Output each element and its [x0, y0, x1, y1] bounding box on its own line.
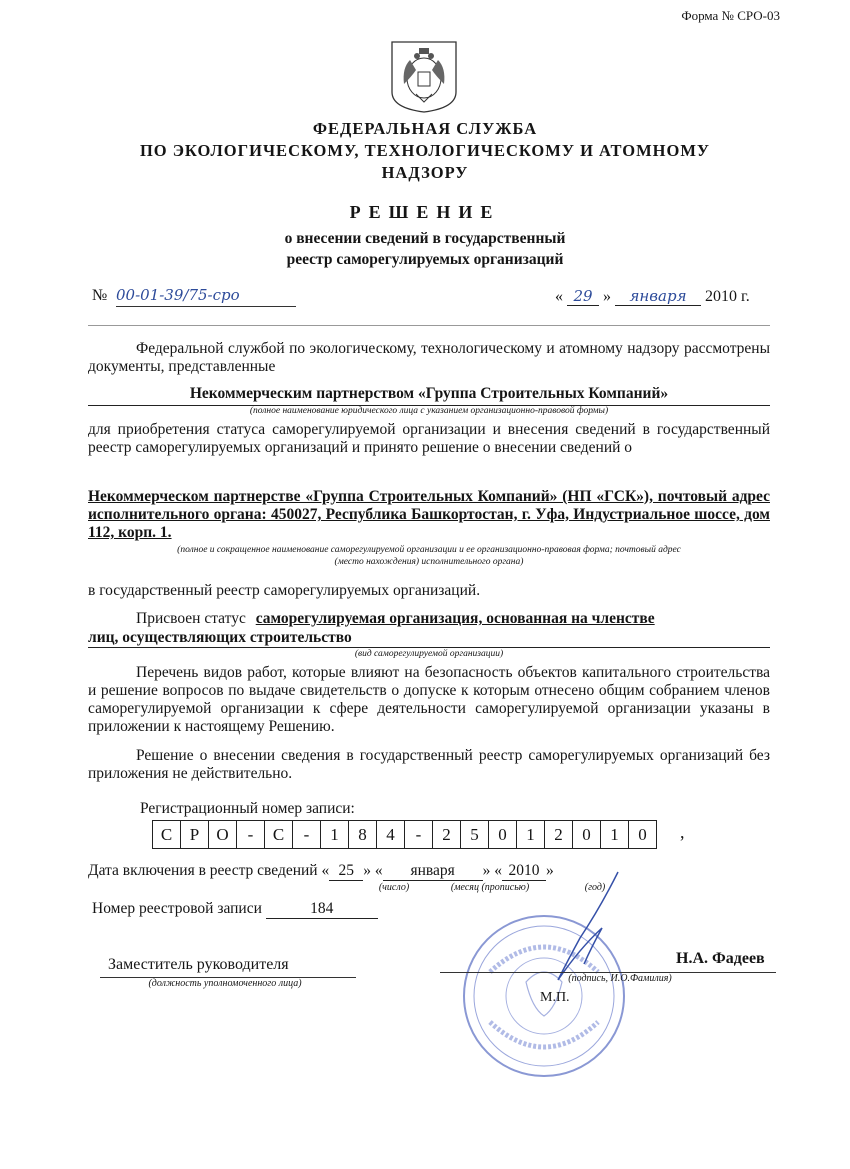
- reg-number-cell: -: [237, 821, 265, 848]
- registry-paragraph: в государственный реестр саморегулируемых организаций.: [88, 582, 481, 599]
- organization-caption-2: (место нахождения) исполнительного органа): [334, 557, 524, 567]
- reg-number-cell: 1: [517, 821, 545, 848]
- reg-number-label: Регистрационный номер записи:: [140, 800, 355, 817]
- intro-paragraph: Федеральной службой по экологическому, технологическому и атомному надзору рассмотрены документы, представленные: [88, 340, 770, 375]
- signer-position-caption: (должность уполномоченного лица): [148, 978, 302, 989]
- reg-number-cell: -: [405, 821, 433, 848]
- signature-icon: [540, 868, 640, 988]
- date-year: 2010 г.: [705, 288, 750, 305]
- reg-number-cell: С: [265, 821, 293, 848]
- reg-number-cell: 2: [433, 821, 461, 848]
- status-label: Присвоен статус: [136, 610, 246, 627]
- signer-name: Н.А. Фадеев: [676, 950, 765, 967]
- divider: [88, 325, 770, 326]
- applicant-name: Некоммерческим партнерством «Группа Строительных Компаний»: [88, 385, 770, 406]
- document-subtitle-1: о внесении сведений в государственный: [284, 230, 566, 247]
- document-subtitle-2: реестр саморегулируемых организаций: [286, 251, 564, 268]
- inclusion-date-line: Дата включения в реестр сведений « 25 » « января » « 2010 »: [88, 862, 554, 879]
- status-caption: (вид саморегулируемой организации): [354, 649, 504, 659]
- entry-label: Номер реестровой записи: [92, 900, 262, 917]
- number-value: 00-01-39/75-сро: [116, 286, 240, 304]
- inclusion-month-caption: (месяц (прописью): [450, 882, 530, 893]
- stamp-label: М.П.: [540, 990, 570, 1005]
- document-title: РЕШЕНИЕ: [349, 202, 501, 222]
- status-value-line1: саморегулируемая организация, основанная на членстве: [255, 610, 655, 627]
- inclusion-day: 25: [329, 862, 363, 881]
- works-list-paragraph: Перечень видов работ, которые влияют на безопасность объектов капитального строительства и решение вопросов по выдаче свидетельств о допуске к которым отнесено общим собранием членов саморегулируемой организации к сфере деятельности саморегулируемой организации указаны в приложении к настоящему Решению.: [88, 664, 770, 735]
- reg-number-cell: 5: [461, 821, 489, 848]
- inclusion-year-caption: (год): [584, 882, 606, 893]
- signer-position: Заместитель руководителя: [108, 956, 289, 973]
- agency-name-line3: НАДЗОРУ: [381, 163, 469, 182]
- organization-details: Некоммерческом партнерстве «Группа Строительных Компаний» (НП «ГСК»), почтовый адрес исполнительного органа: 450027, Республика Башкортостан, г. Уфа, Индустриальное шоссе, дом 112, корп. 1.: [88, 488, 770, 541]
- coat-of-arms-icon: [388, 40, 460, 114]
- reg-number-cell: 2: [545, 821, 573, 848]
- reg-number-cell: 4: [377, 821, 405, 848]
- reg-number-cell: 0: [489, 821, 517, 848]
- form-number: Форма № СРО-03: [681, 8, 780, 23]
- validity-paragraph: Решение о внесении сведения в государственный реестр саморегулируемых организаций без приложения не действительно.: [88, 747, 770, 782]
- date-day: 29: [567, 287, 599, 306]
- number-field: [116, 286, 296, 307]
- date-open-quote: «: [555, 288, 563, 305]
- reg-number-cell: 1: [601, 821, 629, 848]
- agency-name-line2: ПО ЭКОЛОГИЧЕСКОМУ, ТЕХНОЛОГИЧЕСКОМУ И АТОМНОМУ: [139, 141, 711, 160]
- reg-number-cell: 0: [638, 824, 647, 844]
- reg-number-cell: Р: [181, 821, 209, 848]
- entry-value: 184: [266, 900, 378, 919]
- decision-paragraph: для приобретения статуса саморегулируемой организации и внесения сведений в государственный реестр саморегулируемых организаций и принято решение о внесении сведений о: [88, 421, 770, 456]
- organization-caption-1: (полное и сокращенное наименование саморегулируемой организации и ее организационно-правовая форма; почтовый адрес: [177, 545, 681, 555]
- reg-number-cell: 1: [321, 821, 349, 848]
- status-value-line2: лиц, осуществляющих строительство: [88, 629, 352, 646]
- reg-number-cell: О: [209, 821, 237, 848]
- reg-number-cell: С: [153, 821, 181, 848]
- applicant-caption: (полное наименование юридического лица с указанием организационно-правовой формы): [249, 406, 609, 416]
- inclusion-year: 2010: [502, 862, 546, 881]
- inclusion-label: Дата включения в реестр сведений: [88, 862, 318, 879]
- date-month: января: [615, 287, 701, 306]
- entry-number-line: [92, 900, 378, 919]
- status-block: [88, 610, 770, 628]
- status-value-line2-wrap: [88, 629, 770, 648]
- date-close-quote: »: [603, 288, 611, 305]
- reg-number-comma: ,: [680, 822, 685, 842]
- inclusion-month: января: [383, 862, 483, 881]
- number-label: №: [92, 287, 108, 304]
- date-line: [555, 287, 750, 306]
- reg-number-cell: 0: [573, 821, 601, 848]
- signer-caption: (подпись, И.О.Фамилия): [568, 973, 672, 984]
- reg-number-cell: -: [293, 821, 321, 848]
- reg-number-cell: 8: [349, 821, 377, 848]
- agency-name-line1: ФЕДЕРАЛЬНАЯ СЛУЖБА: [312, 119, 538, 138]
- reg-number-boxes: [152, 820, 657, 849]
- inclusion-day-caption: (число): [378, 882, 410, 893]
